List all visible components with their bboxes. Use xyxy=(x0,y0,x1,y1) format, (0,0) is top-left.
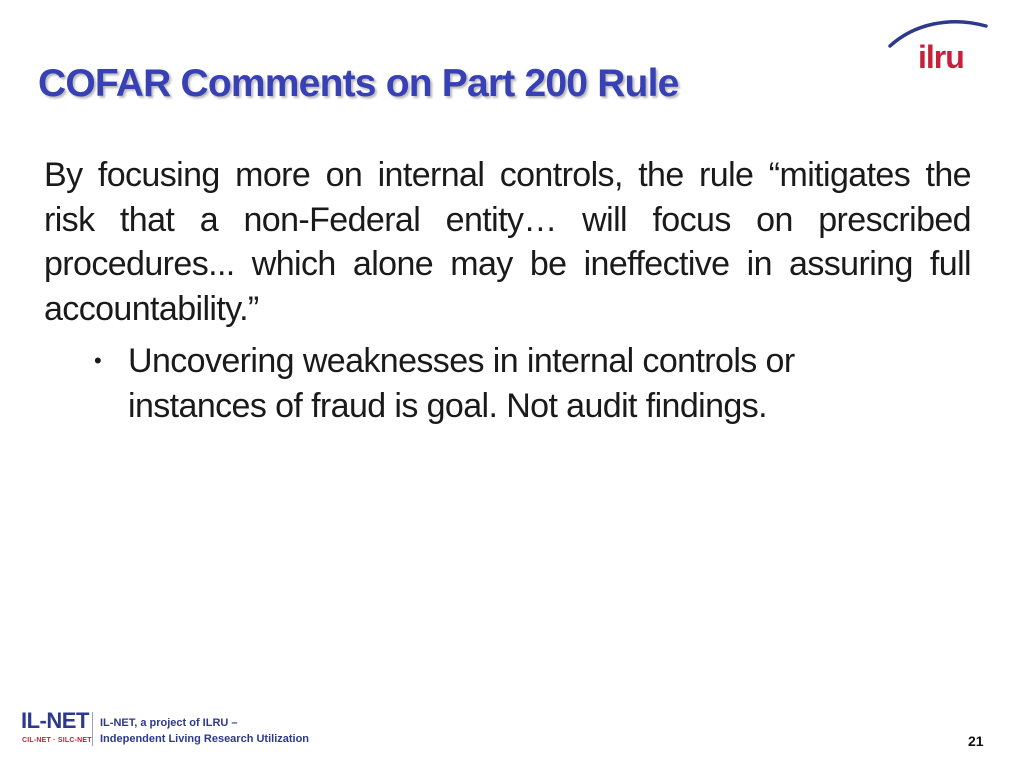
ilru-logo-text: ilru xyxy=(918,39,964,72)
footer-tagline-line1: IL-NET, a project of ILRU – xyxy=(100,717,238,729)
bullet-text: Uncovering weaknesses in internal controls or instances of fraud is goal. Not audit findings. xyxy=(128,342,795,425)
footer-brand: IL-NET xyxy=(21,708,89,733)
footer-brand-sub: CIL-NET · SILC-NET xyxy=(22,737,92,744)
body-paragraph: By focusing more on internal controls, the rule “mitigates the risk that a non-Federal entity… will focus on prescribed procedures... which alone may be ineffective in assuring full accountability.” xyxy=(44,156,971,328)
bullet-item xyxy=(94,339,914,428)
slide-title: COFAR Comments on Part 200 Rule xyxy=(38,62,679,105)
ilru-logo xyxy=(886,16,990,72)
footer-divider xyxy=(92,712,93,746)
page-number: 21 xyxy=(968,733,984,749)
bullet-dot-icon: • xyxy=(94,348,102,373)
footer-tagline-line2: Independent Living Research Utilization xyxy=(100,733,310,745)
